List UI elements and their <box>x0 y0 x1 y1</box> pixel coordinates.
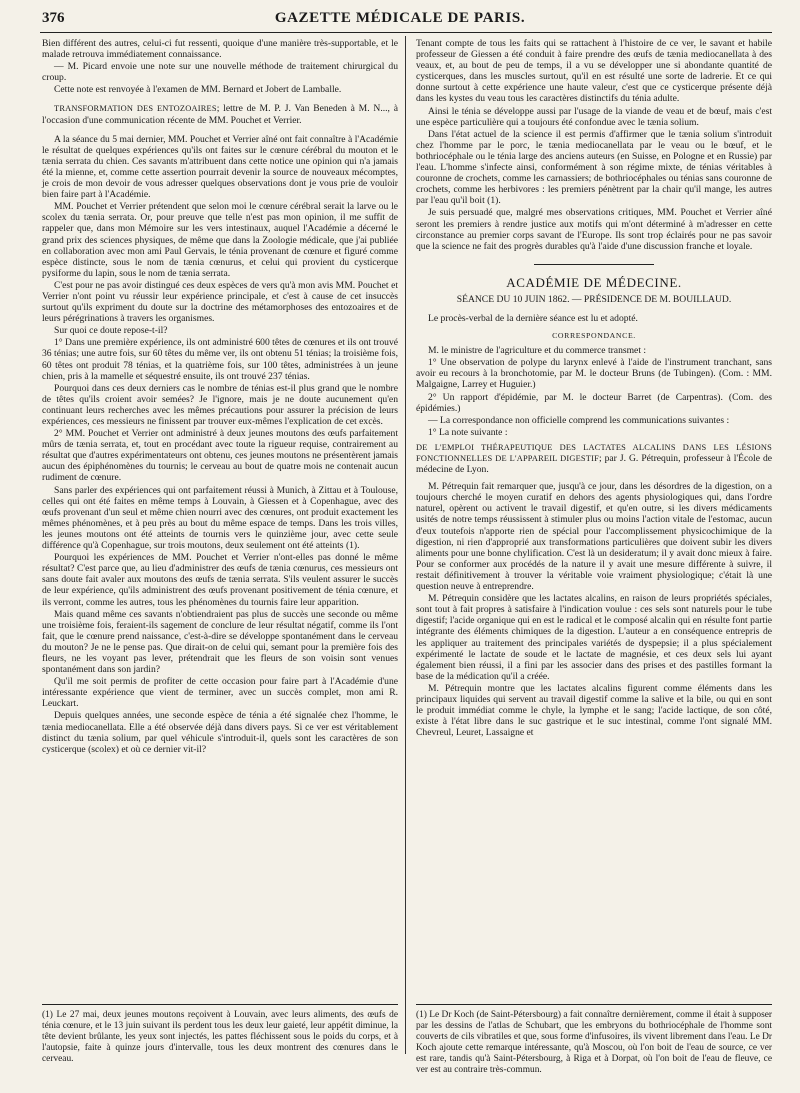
article-heading-rest: ; lettre de M. P. J. Van Beneden à M. N..., à l'occasion d'une communication récente de MM. Pouchet et Verrier. <box>42 103 398 126</box>
paragraph: Qu'il me soit permis de profiter de cette occasion pour faire part à l'Académie d'une intéressante expérience que vient de terminer, avec un succès complet, mon ami R. Leuckart. <box>42 676 398 710</box>
article-heading-title: TRANSFORMATION DES ENTOZOAIRES <box>54 104 217 114</box>
paragraph: Sur quoi ce doute repose-t-il? <box>54 325 168 337</box>
footnote-rule-left <box>42 1004 398 1005</box>
footnote-rule-right <box>416 1004 772 1005</box>
header-rule <box>40 32 772 33</box>
paragraph: Bien différent des autres, celui-ci fut ressenti, quoique d'une manière très-supportable, et le malade retrouva immédiatement connaissance. <box>42 38 398 61</box>
paragraph: Cette note est renvoyée à l'examen de MM. Bernard et Jobert de Lamballe. <box>54 84 342 96</box>
paragraph: M. le ministre de l'agriculture et du commerce transmet : <box>428 345 647 357</box>
paragraph: Depuis quelques années, une seconde espèce de ténia a été signalée chez l'homme, le tænia mediocanellata. Elle a été observée déjà dans divers pays. Si ce ver est véritablement distinct du tænia solium, par quel véhicule s'introduit-il, quels sont les caractères de son cysticerque (scolex) et où ce dernier vit-il? <box>42 710 398 755</box>
paragraph: A la séance du 5 mai dernier, MM. Pouchet et Verrier aîné ont fait connaître à l'Académie le résultat de quelques expériences qu'ils ont faites sur le cœnure cérébral du mouton et le tænia serrata du chien. Ces savants m'attribuent dans cette notice une opinion qui n'a jamais été la mienne, et, comme cette assertion pourrait devenir la source de nouveaux mécomptes, je crois de mon devoir de vous adresser quelques observations dont je vous prie de vouloir bien faire part à l'Académie. <box>42 133 398 201</box>
page-header <box>0 0 800 30</box>
paragraph: — M. Picard envoie une note sur une nouvelle méthode de traitement chirurgical du croup. <box>42 61 398 84</box>
paragraph: Mais quand même ces savants n'obtiendraient pas plus de succès une seconde ou même une troisième fois, feraient-ils sagement de conclure de leur résultat négatif, comme ils l'ont fait, que le cœnure prend naissance, c'est-à-dire se développe spontanément dans le cerveau du mouton? Je ne le pense pas. Que dirait-on de celui qui, semant pour la première fois des fleurs, ne les voyant pas lever, prétendrait que les fleurs de son voisin sont venues spontanément dans son jardin? <box>42 608 398 676</box>
page-number: 376 <box>42 10 65 26</box>
paragraph: 1° La note suivante : <box>428 426 508 438</box>
paragraph: Je suis persuadé que, malgré mes observations critiques, MM. Pouchet et Verrier aîné seront les premiers à rendre justice aux motifs qui m'ont déterminé à m'adresser en cette circonstance au premier corps savant de l'Europe. Ils sont trop éclairés pour ne pas savoir que la science ne fait des progrès durables qu'à l'aide d'une discussion franche et loyale. <box>416 207 772 252</box>
paragraph: C'est pour ne pas avoir distingué ces deux espèces de vers qu'à mon avis MM. Pouchet et Verrier n'ont point vu réussir leur expérience principale, et c'est à cause de cet insuccès surtout qu'ils expriment du doute sur la doctrine des métamorphoses des entozoaires et de leurs pérégrinations à travers les organismes. <box>42 279 398 325</box>
paragraph: 2° Un rapport d'épidémie, par M. le docteur Barret (de Carpentras). (Com. des épidémies.) <box>416 391 772 414</box>
session-line: SÉANCE DU 10 JUIN 1862. — PRÉSIDENCE DE M. BOUILLAUD. <box>456 293 732 305</box>
article-heading <box>416 442 772 475</box>
left-column <box>42 38 398 998</box>
paragraph: 1° Une observation de polype du larynx enlevé à l'aide de l'instrument tranchant, sans avoir eu recours à la bronchotomie, par M. le docteur Bruns (de Tubingen). (Com. : MM. Malgaigne, Larrey et Huguier.) <box>416 357 772 391</box>
right-column <box>416 38 772 998</box>
footnote-text: (1) Le 27 mai, deux jeunes moutons reçoivent à Louvain, avec leurs aliments, des œufs de ténia cœnure, et le 13 juin suivant ils perdent tous les deux leur gaieté, leur appétit diminue, la tête devient brûlante, les yeux sont injectés, les pattes fléchissent sous le poids du corps, et à l'autopsie, faite à quinze jours d'intervalle, tous les deux montrent des cœnures dans le cerveau. <box>42 1010 398 1064</box>
journal-title: GAZETTE MÉDICALE DE PARIS. <box>274 10 526 26</box>
paragraph: Pourquoi les expériences de MM. Pouchet et Verrier n'ont-elles pas donné le même résultat? C'est parce que, au lieu d'administrer des œufs de tænia cœnurus, ces messieurs ont sans doute fait avaler aux moutons des œufs de tænia serrata. S'ils veulent assurer le succès de leur expérience, qu'ils administrent des œufs provenant positivement de ténia cœnure, et ils verront, comme les autres, tous les phénomènes du tournis faire leur apparition. <box>42 552 398 608</box>
paragraph: M. Pétrequin considère que les lactates alcalins, en raison de leurs propriétés spéciales, sont tout à fait propres à satisfaire à l'indication voulue : ces sels sont naturels pour le tube digestif; l'acide organique qui en est le radical et le composé alcalin qui en résulte font partie intégrante des éléments chimiques de la digestion. L'auteur a en conséquence entrepris de les appliquer au traitement des principales variétés de dyspepsie; il a plus spécialement expérimenté le lactate de soude et le lactate de magnésie, et ces deux sels lui ayant également bien réussi, il a fini par les associer dans des prises et des pastilles formant la base de la médication qu'il a créée. <box>416 593 772 682</box>
paragraph: Pourquoi dans ces deux derniers cas le nombre de ténias est-il plus grand que le nombre de têtes qu'ils croient avoir semées? Je l'ignore, mais je ne doute aucunement qu'en continuant leurs recherches avec les mêmes précautions pour assurer la précision de leurs expériences, ces messieurs ne finissent par trouver eux-mêmes l'explication de cet excès. <box>42 382 398 427</box>
section-title: ACADÉMIE DE MÉDECINE. <box>506 274 682 290</box>
column-divider <box>405 36 406 1054</box>
paragraph: Sans parler des expériences qui ont parfaitement réussi à Munich, à Zittau et à Toulouse, celles qui ont été faites en même temps à Louvain, à Giessen et à Copenhague, avec des œufs provenant d'un seul et même chien nourri avec des cœnures, ont produit exactement les mêmes phénomènes, et à peu près au bout du même espace de temps. Dans les trois villes, les jeunes moutons ont été atteints de tournis vers le quinzième jour, avec cette seule différence qu'à Copenhague, sur trois moutons, deux seulement ont été atteints (1). <box>42 484 398 552</box>
paragraph: — La correspondance non officielle comprend les communications suivantes : <box>428 414 730 426</box>
section-rule <box>534 264 654 265</box>
paragraph: 2° MM. Pouchet et Verrier ont administré à deux jeunes moutons des œufs parfaitement mûrs de tænia serrata, et, tout en procédant avec toute la rigueur requise, contrairement au résultat que d'autres expérimentateurs ont obtenu, ces jeunes moutons ne présentèrent jamais aucun des épiphénomènes du tournis; le cerveau au bout de quatre mois ne contenait aucun rudiment de cœnure. <box>42 428 398 484</box>
paragraph: M. Pétrequin fait remarquer que, jusqu'à ce jour, dans les désordres de la digestion, on a toujours cherché le moyen curatif en dehors des agents physiologiques qui, dans l'ordre naturel, opèrent ou activent le travail digestif, et qu'en outre, si les divers médicaments usités de notre temps réussissent à stimuler plus ou moins l'action vitale de l'estomac, aucun d'eux toutefois n'apporte rien de spécial pour l'accomplissement physicochimique de la digestion, ni rien d'approprié aux transformations particulières que doivent subir les divers aliments pour une bonne chylification. C'est là un desideratum; il y avait donc mieux à faire. Pour se conformer aux procédés de la nature il y avait une mesure différente à suivre, il restait définitivement à trouver la véritable voie vraiment physiologique; c'était là une question neuve à entreprendre. <box>416 481 772 593</box>
footnote-text: (1) Le Dr Koch (de Saint-Pétersbourg) a fait connaître dernièrement, comme il était à supposer par les dessins de l'atlas de Schubart, que les embryons du bothriocéphale de l'homme sont couverts de cils vibratiles et que, sous forme d'infusoires, ils vivent librement dans l'eau. Le Dr Koch ajoute cette remarque intéressante, qu'à Moscou, où l'on boit de l'eau de source, ce ver est rare, tandis qu'à Saint-Pétersbourg, à Riga et à Dorpat, où l'on boit de l'eau de fleuve, ce ver est au contraire très-commun. <box>416 1010 772 1075</box>
paragraph: Dans l'état actuel de la science il est permis d'affirmer que le tænia solium s'introduit chez l'homme par le porc, le tænia mediocanellata par le veau ou le bœuf, et le bothriocéphale ou le ténia large des anciens auteurs (en Suisse, en Pologne et en Russie) par l'eau. L'homme s'infecte ainsi, conformément à son régime mixte, de ténias véritables à couronne de crochets, comme les carnassiers; de bothriocéphales ou ténias sans couronne de crochets, comme les herbivores : les premiers pénètrent par la chair qu'il mange, les autres par l'eau qu'il boit (1). <box>416 128 772 207</box>
paragraph: M. Pétrequin montre que les lactates alcalins figurent comme éléments dans les principaux liquides qui servent au travail digestif comme la salive et la bile, ou qui en sont le produit immédiat comme le chyle, la lymphe et le sang; l'acide lactique, de son côté, existe à l'état libre dans le suc gastrique et le suc intestinal, comme l'ont signalé MM. Chevreul, Leuret, Lassaigne et <box>416 682 772 739</box>
footnote-right <box>416 1010 772 1077</box>
footnote-left <box>42 1010 398 1066</box>
subsection-title: CORRESPONDANCE. <box>552 331 636 341</box>
paragraph: 1° Dans une première expérience, ils ont administré 600 têtes de cœnures et ils ont trouvé 36 ténias; une autre fois, sur 60 têtes du même ver, ils ont obtenu 51 ténias; la troisième fois, 60 têtes ont produit 78 ténias, et la quatrième fois, sur 100 têtes, administrées à un jeune chien, pris à la mamelle et séquestré ensuite, ils ont trouvé 237 ténias. <box>42 337 398 382</box>
paragraph: MM. Pouchet et Verrier prétendent que selon moi le cœnure cérébral serait la larve ou le scolex du tænia serrata. Or, pour preuve que telle n'est pas mon opinion, il me suffit de rappeler que, dans mon Mémoire sur les vers intestinaux, auquel l'Académie a décerné le grand prix des sciences physiques, de même que dans la Zoologie médicale, que j'ai publiée en collaboration avec mon ami Paul Gervais, le ténia provenant de cœnure et figuré comme espèce distincte, sous le nom de tænia cœnurus, et celui qui provient du cysticerque pysiforme du lapin, sous le nom de tænia serrata. <box>42 201 398 279</box>
article-heading <box>42 103 398 125</box>
paragraph: Ainsi le ténia se développe aussi par l'usage de la viande de veau et de bœuf, mais c'est une espèce particulière qui a toujours été confondue avec le tænia solium. <box>416 105 772 128</box>
paragraph: Le procès-verbal de la dernière séance est lu et adopté. <box>428 312 638 324</box>
article-heading-title: DE L'EMPLOI THÉRAPEUTIQUE DES LACTATES ALCALINS DANS LES LÉSIONS FONCTIONNELLES DE L'APPAREIL DIGESTIF <box>416 442 772 463</box>
paragraph: Tenant compte de tous les faits qui se rattachent à l'histoire de ce ver, le savant et habile professeur de Giessen a été conduit à faire prendre des œufs de tænia mediocanellata à des veaux, et, au bout de peu de temps, il a vu se développer une si abondante quantité de cysticerques, dans les muscles surtout, qu'il en est résulté une sorte de ladrerie. Et ce qui donne surtout à cette expérience une haute valeur, c'est que ce cysticerque présente déjà dans les kystes du veau tous les caractères distinctifs du ténia adulte. <box>416 38 772 105</box>
article-heading-rest: ; par J. G. Pétrequin, professeur à l'École de médecine de Lyon. <box>416 453 773 476</box>
